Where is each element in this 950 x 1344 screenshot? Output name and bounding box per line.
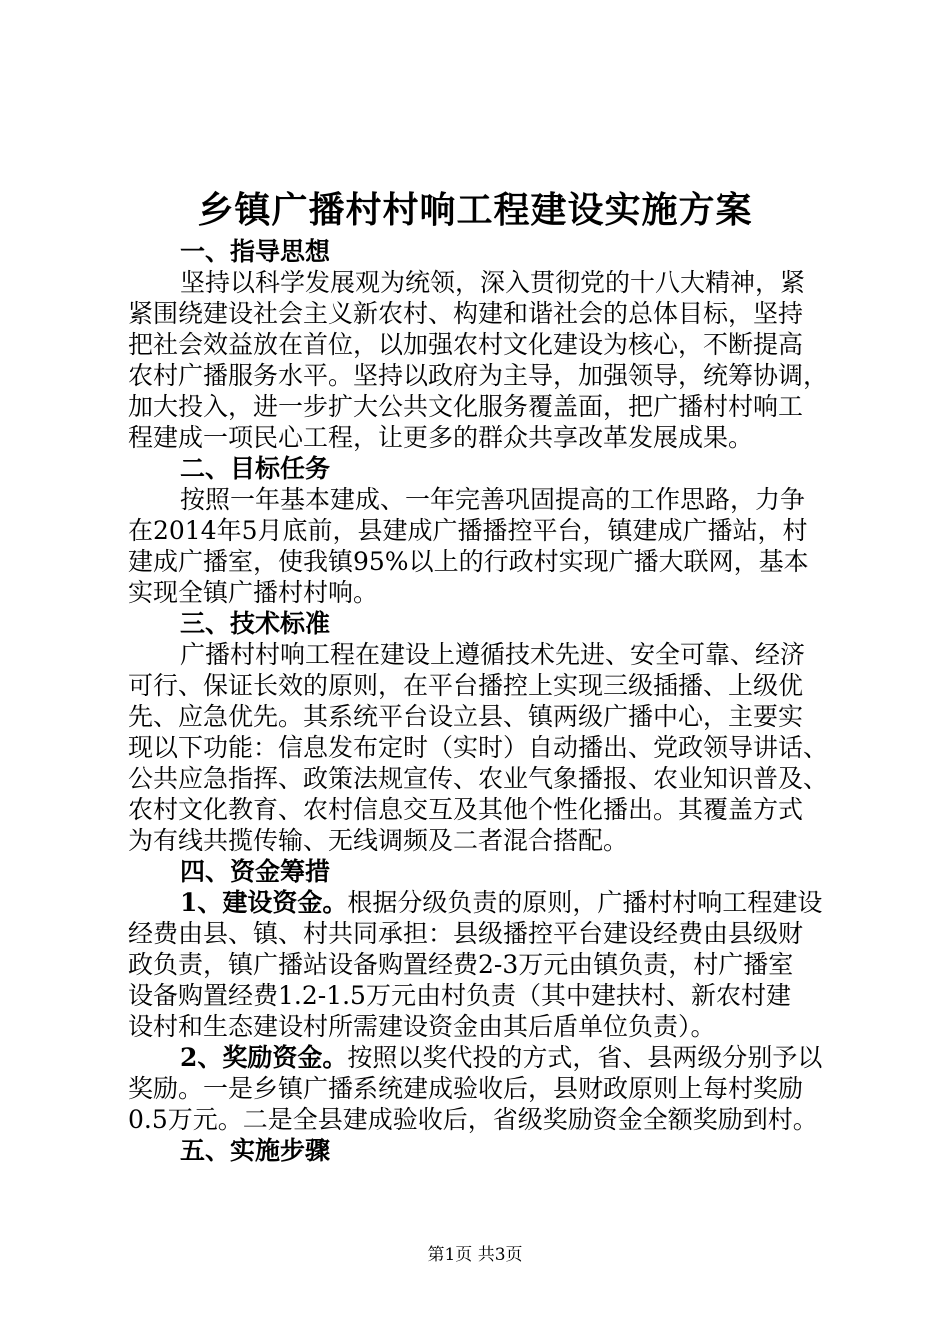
section-heading: 三、技术标准 bbox=[180, 609, 331, 638]
paragraph-line: 农村广播服务水平。坚持以政府为主导，加强领导，统筹协调， bbox=[128, 361, 829, 390]
paragraph-text: 按照以奖代投的方式，省、县两级分别予以 bbox=[347, 1043, 823, 1072]
subsection-label: 1、建设资金。 bbox=[180, 888, 348, 917]
paragraph-line: 公共应急指挥、政策法规宣传、农业气象播报、农业知识普及、 bbox=[128, 764, 829, 793]
paragraph-line: 紧围绕建设社会主义新农村、构建和谐社会的总体目标，坚持 bbox=[128, 299, 804, 328]
paragraph-line bbox=[128, 887, 838, 918]
paragraph-line: 把社会效益放在首位，以加强农村文化建设为核心，不断提高 bbox=[128, 330, 804, 359]
paragraph-line: 实现全镇广播村村响。 bbox=[128, 578, 379, 607]
section-heading: 五、实施步骤 bbox=[180, 1136, 331, 1165]
section-heading: 一、指导思想 bbox=[180, 237, 331, 266]
section-heading: 四、资金筹措 bbox=[180, 857, 331, 886]
document-body bbox=[128, 236, 838, 1166]
paragraph-line: 0.5万元。二是全县建成验收后，省级奖励资金全额奖励到村。 bbox=[128, 1105, 818, 1134]
document-title: 乡镇广播村村响工程建设实施方案 bbox=[197, 189, 753, 231]
paragraph-line: 政负责，镇广播站设备购置经费2-3万元由镇负责，村广播室 bbox=[128, 950, 794, 979]
paragraph-line: 现以下功能：信息发布定时（实时）自动播出、党政领导讲话、 bbox=[128, 733, 829, 762]
paragraph-line: 加大投入，进一步扩大公共文化服务覆盖面，把广播村村响工 bbox=[128, 392, 804, 421]
paragraph-line: 设备购置经费1.2-1.5万元由村负责（其中建扶村、新农村建 bbox=[128, 981, 791, 1010]
paragraph-line: 广播村村响工程在建设上遵循技术先进、安全可靠、经济 bbox=[180, 640, 806, 669]
paragraph-line bbox=[128, 1042, 838, 1073]
paragraph-line: 在2014年5月底前，县建成广播播控平台，镇建成广播站，村 bbox=[128, 516, 808, 545]
section-heading: 二、目标任务 bbox=[180, 454, 331, 483]
paragraph-line: 经费由县、镇、村共同承担：县级播控平台建设经费由县级财 bbox=[128, 919, 804, 948]
page-footer: 第1页 共3页 bbox=[427, 1245, 523, 1265]
paragraph-text: 根据分级负责的原则，广播村村响工程建设 bbox=[347, 888, 823, 917]
paragraph-line: 可行、保证长效的原则，在平台播控上实现三级插播、上级优 bbox=[128, 671, 804, 700]
paragraph-line: 程建成一项民心工程，让更多的群众共享改革发展成果。 bbox=[128, 423, 754, 452]
paragraph-line: 为有线共揽传输、无线调频及二者混合搭配。 bbox=[128, 826, 629, 855]
paragraph-line: 设村和生态建设村所需建设资金由其后盾单位负责）。 bbox=[128, 1012, 716, 1041]
paragraph-line: 建成广播室，使我镇95%以上的行政村实现广播大联网，基本 bbox=[128, 547, 809, 576]
subsection-label: 2、奖励资金。 bbox=[180, 1043, 348, 1072]
paragraph-line: 奖励。一是乡镇广播系统建成验收后，县财政原则上每村奖励 bbox=[128, 1074, 804, 1103]
paragraph-line: 按照一年基本建成、一年完善巩固提高的工作思路，力争 bbox=[180, 485, 806, 514]
paragraph-line: 坚持以科学发展观为统领，深入贯彻党的十八大精神，紧 bbox=[180, 268, 806, 297]
paragraph-line: 先、应急优先。其系统平台设立县、镇两级广播中心，主要实 bbox=[128, 702, 804, 731]
paragraph-line: 农村文化教育、农村信息交互及其他个性化播出。其覆盖方式 bbox=[128, 795, 804, 824]
